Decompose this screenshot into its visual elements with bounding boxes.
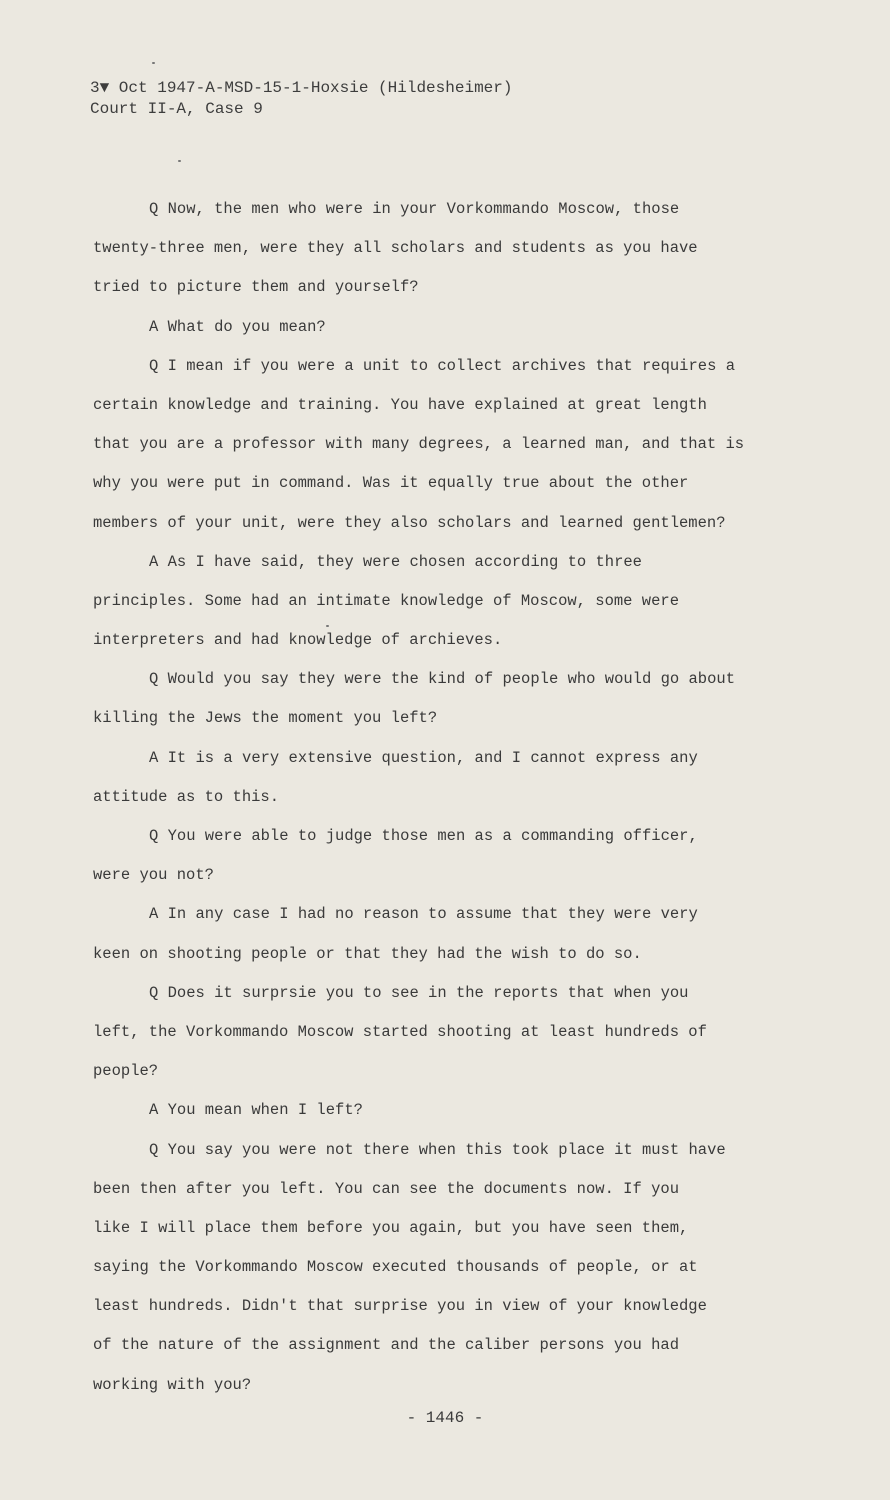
paper-speck	[152, 62, 155, 64]
page-number: - 1446 -	[406, 1409, 484, 1427]
transcript-line: been then after you left. You can see the documents now. If you	[93, 1179, 679, 1198]
transcript-line: A What do you mean?	[149, 317, 326, 336]
transcript-line: A In any case I had no reason to assume that they were very	[149, 905, 698, 924]
transcript-line: that you are a professor with many degrees, a learned man, and that is	[93, 435, 745, 454]
transcript-line: Q You say you were not there when this took place it must have	[149, 1140, 726, 1159]
transcript-line: like I will place them before you again, but you have seen them,	[93, 1218, 689, 1237]
transcript-line: of the nature of the assignment and the caliber persons you had	[93, 1336, 679, 1355]
transcript-line: people?	[93, 1062, 159, 1081]
transcript-line: Q You were able to judge those men as a commanding officer,	[149, 827, 698, 845]
transcript-line: were you not?	[93, 866, 214, 885]
header-date-line: 3▼ Oct 1947-A-MSD-15-1-Hoxsie (Hildesheimer)	[90, 79, 513, 97]
transcript-line: Q I mean if you were a unit to collect archives that requires a	[149, 356, 735, 375]
transcript-line: saying the Vorkommando Moscow executed thousands of people, or at	[93, 1258, 698, 1277]
transcript-line: Q Would you say they were the kind of people who would go about	[149, 670, 735, 689]
transcript-body	[93, 190, 783, 1405]
transcript-line: left, the Vorkommando Moscow started shooting at least hundreds of	[93, 1022, 707, 1041]
transcript-line: principles. Some had an intimate knowledge of Moscow, some were	[93, 591, 679, 610]
transcript-line: least hundreds. Didn't that surprise you in view of your knowledge	[93, 1297, 707, 1316]
transcript-line: attitude as to this.	[93, 787, 280, 806]
transcript-line: working with you?	[93, 1375, 252, 1394]
transcript-line: twenty-three men, were they all scholars and students as you have	[93, 239, 698, 258]
transcript-line: A It is a very extensive question, and I cannot express any	[149, 748, 698, 767]
document-header	[90, 78, 512, 120]
paper-speck	[178, 160, 181, 162]
header-court-line: Court II-A, Case 9	[90, 100, 263, 118]
transcript-line: Q Now, the men who were in your Vorkommando Moscow, those	[149, 200, 680, 218]
transcript-line: A You mean when I left?	[149, 1101, 363, 1120]
transcript-line: interpreters and had knowledge of archieves.	[93, 631, 503, 650]
transcript-line: killing the Jews the moment you left?	[93, 709, 438, 728]
transcript-line: why you were put in command. Was it equally true about the other	[93, 474, 689, 493]
transcript-line: Q Does it surprsie you to see in the reports that when you	[149, 983, 689, 1002]
transcript-line: members of your unit, were they also scholars and learned gentlemen?	[93, 513, 726, 532]
transcript-line: keen on shooting people or that they had the wish to do so.	[93, 944, 642, 963]
transcript-line: certain knowledge and training. You have explained at great length	[93, 395, 707, 414]
transcript-line: tried to picture them and yourself?	[93, 278, 419, 297]
transcript-line: A As I have said, they were chosen according to three	[149, 552, 642, 571]
